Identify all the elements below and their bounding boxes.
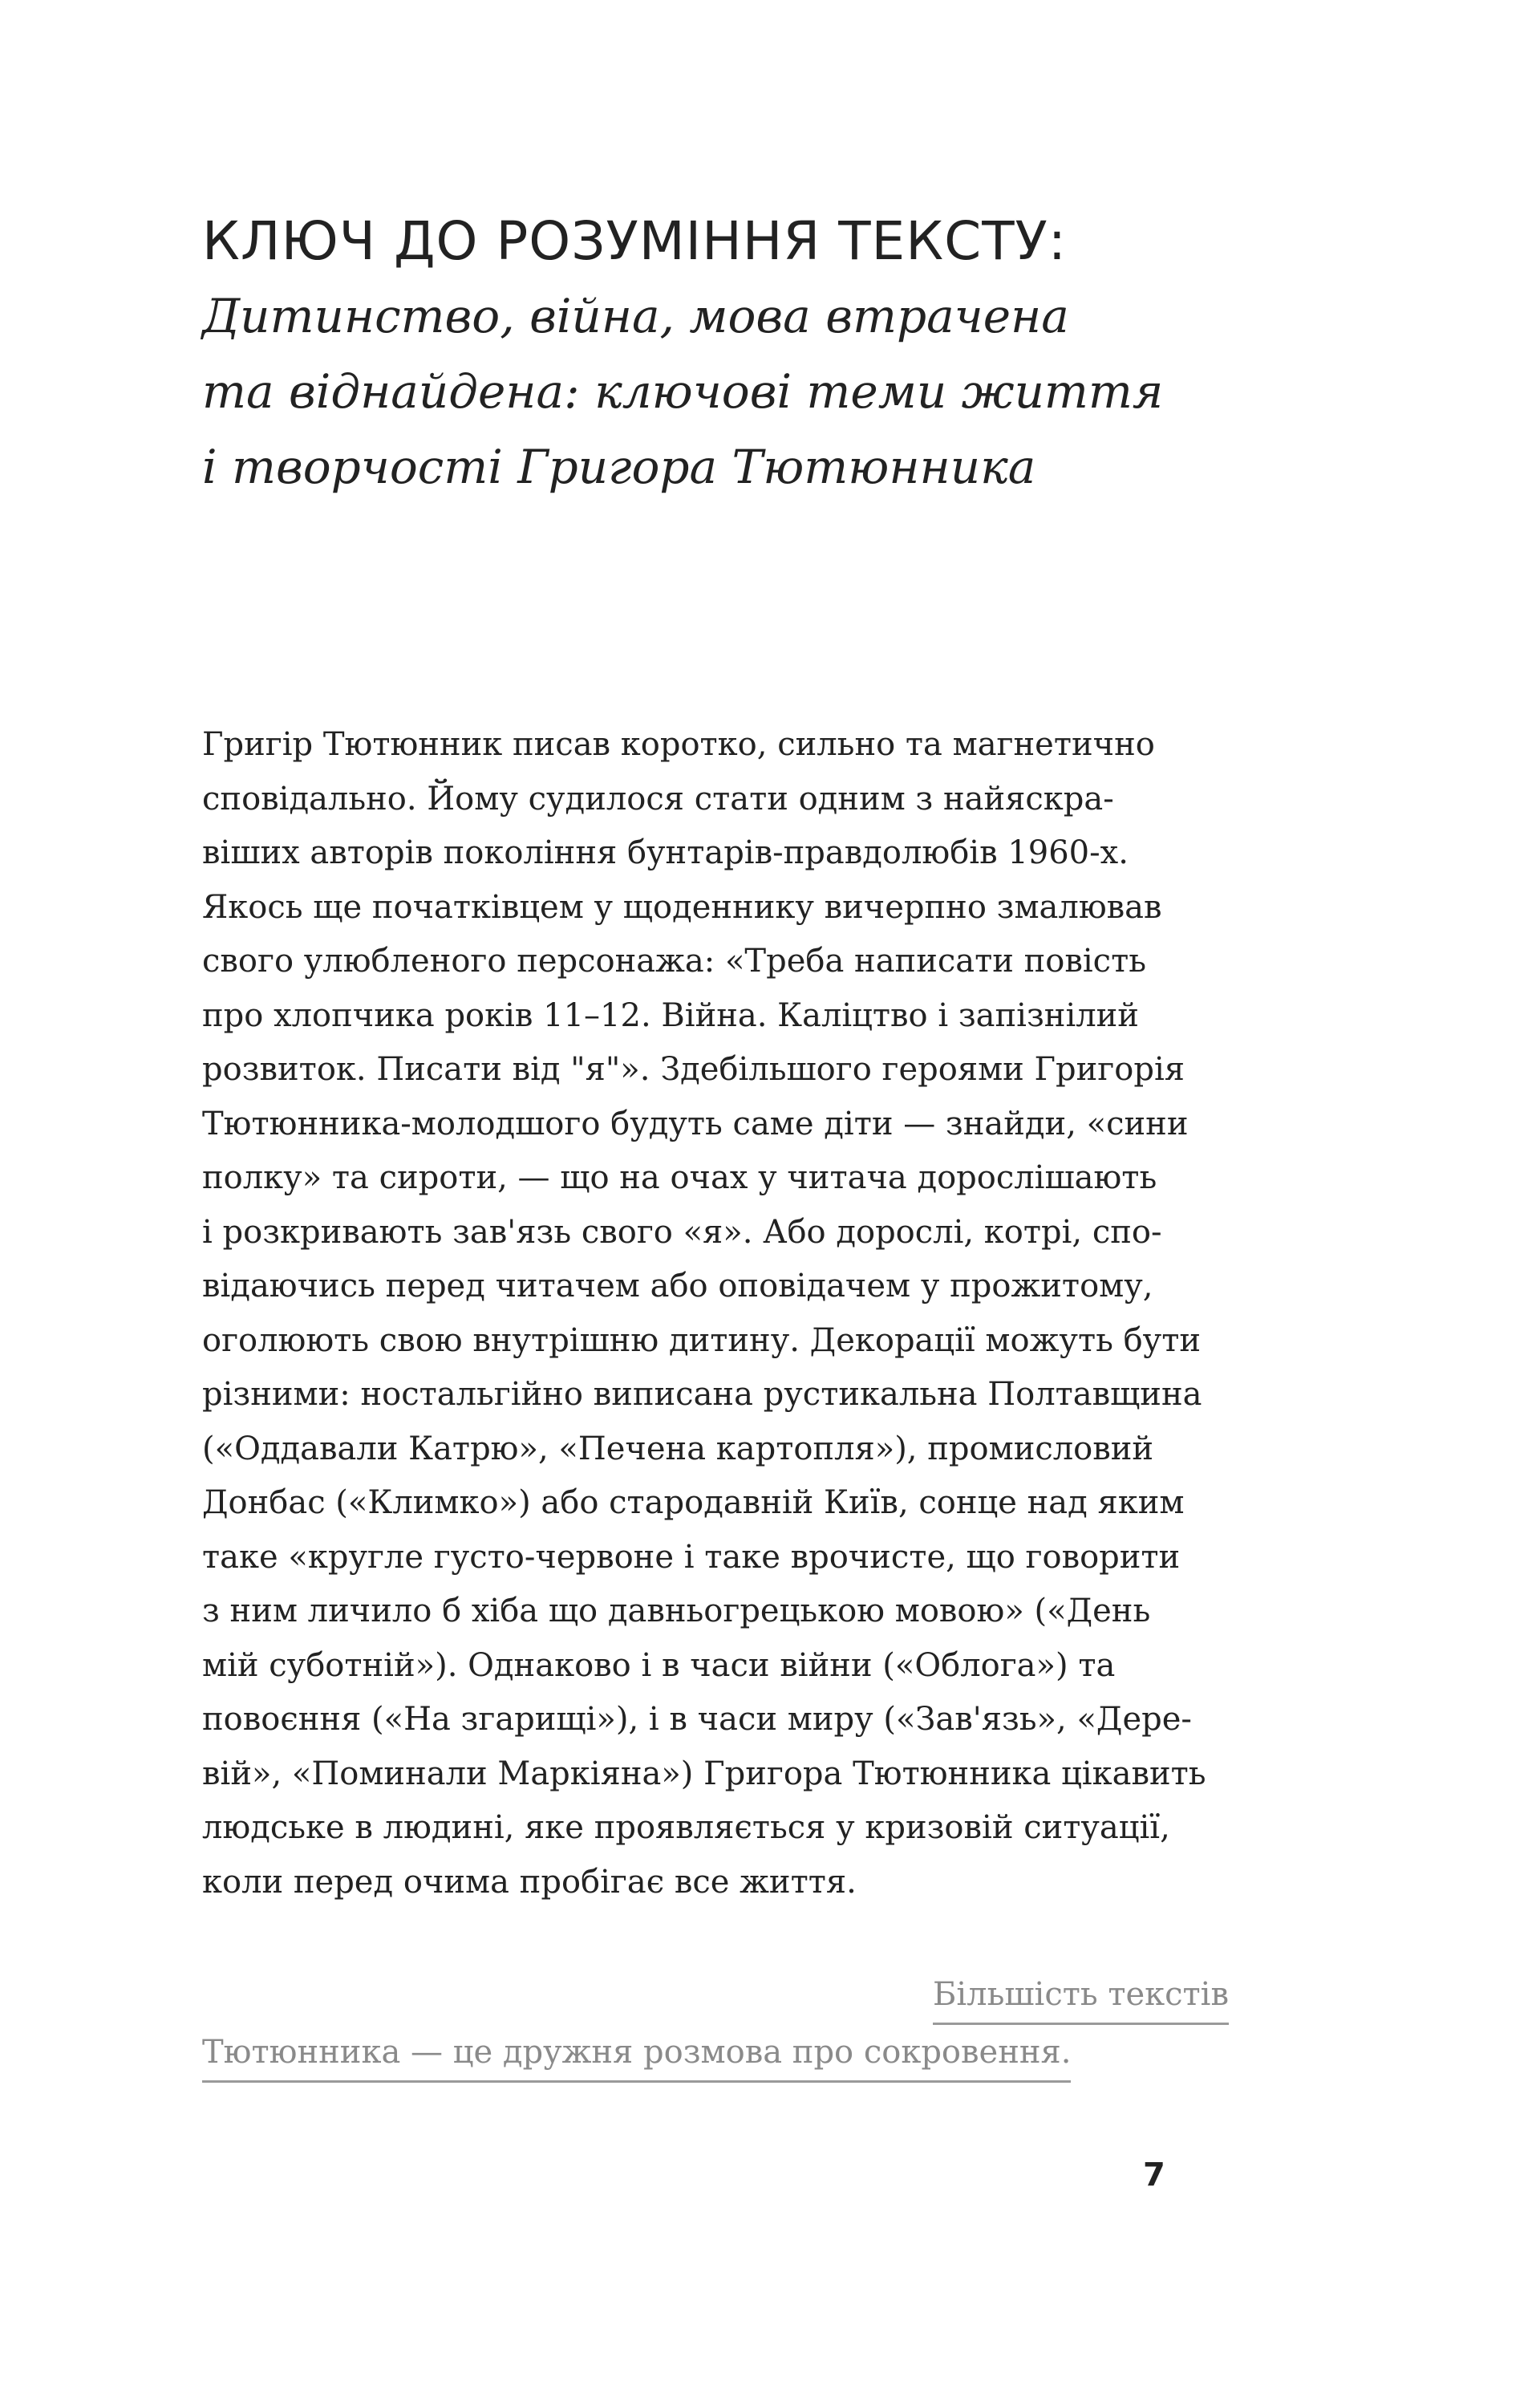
body-line: сповідально. Йому судилося стати одним з найяскра- [202, 780, 1114, 818]
subtitle-line: та віднайдена: ключові теми життя [202, 364, 1164, 419]
chapter-heading [202, 205, 1325, 505]
body-line: («Оддавали Катрю», «Печена картопля»), промисловий [202, 1430, 1154, 1467]
body-line: Донбас («Климко») або стародавній Київ, сонце над яким [202, 1484, 1185, 1521]
body-line: людське в людині, яке проявляється у кризовій ситуації, [202, 1809, 1170, 1846]
body-line: оголюють свою внутрішню дитину. Декорації можуть бути [202, 1321, 1201, 1359]
pull-quote-line: Тютюнника — це дружня розмова про сокровення. [202, 2027, 1071, 2083]
subtitle-line: і творчості Григора Тютюнника [202, 440, 1036, 494]
body-line: різними: ностальгійно виписана рустикальна Полтавщина [202, 1376, 1202, 1413]
body-line: мій суботній»). Однаково і в часи війни («Облога») та [202, 1646, 1116, 1684]
body-line: Тютюнника-молодшого будуть саме діти — знайди, «сини [202, 1105, 1189, 1142]
body-paragraph [202, 718, 1245, 1909]
pull-quote-line: Більшість текстів [933, 1970, 1229, 2025]
body-line: розвиток. Писати від "я"». Здебільшого героями Григорія [202, 1051, 1185, 1088]
body-line: свого улюбленого персонажа: «Треба написати повість [202, 943, 1146, 980]
subtitle-line: Дитинство, війна, мова втрачена [202, 289, 1069, 343]
body-line: вій», «Поминали Маркіяна») Григора Тютюнника цікавить [202, 1755, 1206, 1792]
chapter-title: КЛЮЧ ДО РОЗУМІННЯ ТЕКСТУ: [202, 210, 1067, 272]
page-number: 7 [1143, 2157, 1165, 2193]
body-line: коли перед очима пробігає все життя. [202, 1863, 857, 1901]
body-line: Григір Тютюнник писав коротко, сильно та магнетично [202, 726, 1155, 763]
body-line: віших авторів покоління бунтарів-правдолюбів 1960-х. [202, 834, 1129, 871]
body-line: Якось ще початківцем у щоденнику вичерпно змалював [202, 888, 1162, 926]
body-line: про хлопчика років 11–12. Війна. Каліцтво і запізнілий [202, 996, 1139, 1034]
body-line: з ним личило б хіба що давньогрецькою мовою» («День [202, 1593, 1151, 1629]
body-line: відаючись перед читачем або оповідачем у прожитому, [202, 1268, 1153, 1305]
body-line: полку» та сироти, — що на очах у читача дорослішають [202, 1159, 1157, 1196]
chapter-subtitle [202, 278, 1325, 505]
pull-quote [202, 1970, 1229, 2098]
body-line: повоєння («На згарищі»), і в часи миру («Зав'язь», «Дере- [202, 1701, 1192, 1738]
body-line: і розкривають зав'язь свого «я». Або дорослі, котрі, спо- [202, 1213, 1162, 1251]
body-line: таке «кругле густо-червоне і таке врочисте, що говорити [202, 1538, 1181, 1576]
